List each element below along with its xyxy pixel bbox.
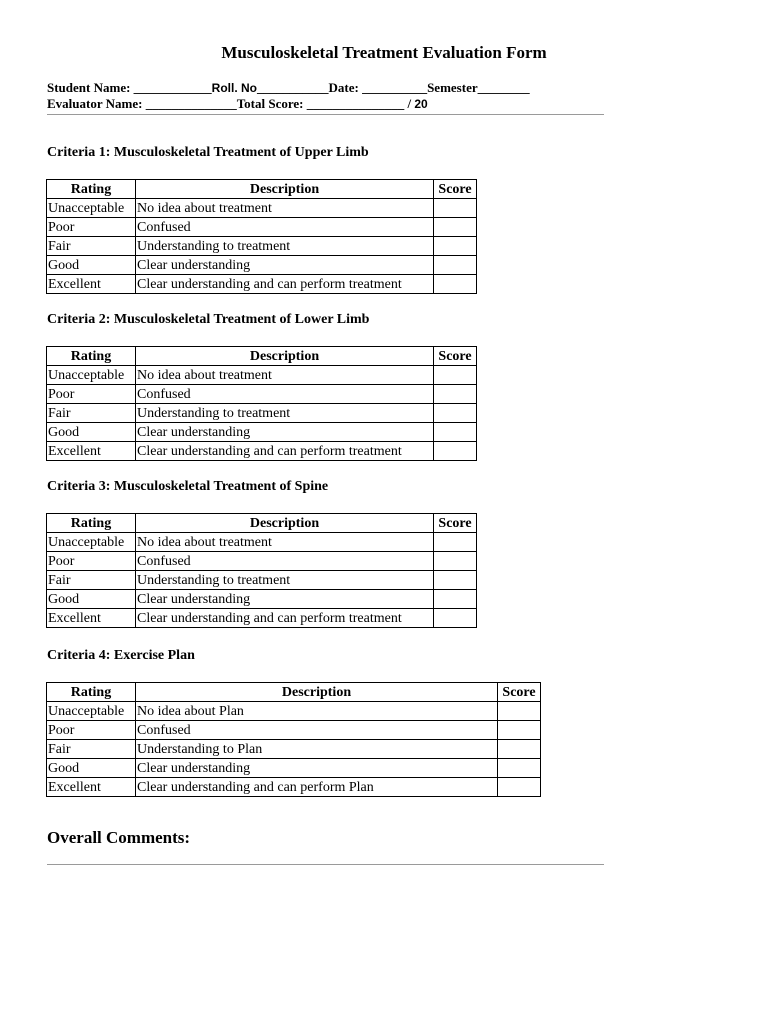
score-cell[interactable] xyxy=(434,552,477,571)
criteria-2-table xyxy=(46,346,477,461)
rating-cell: Poor xyxy=(47,721,136,740)
description-cell: Understanding to treatment xyxy=(136,571,434,590)
criteria-3-table xyxy=(46,513,477,628)
date-label: ___________Date: __________ xyxy=(257,80,428,95)
rating-cell: Unacceptable xyxy=(47,533,136,552)
table-row xyxy=(47,759,541,778)
table-row xyxy=(47,533,477,552)
rating-cell: Excellent xyxy=(47,442,136,461)
table-header-row xyxy=(47,514,477,533)
score-cell[interactable] xyxy=(434,423,477,442)
score-cell[interactable] xyxy=(434,609,477,628)
description-cell: No idea about treatment xyxy=(136,366,434,385)
description-cell: Understanding to treatment xyxy=(136,404,434,423)
description-cell: Confused xyxy=(136,721,498,740)
score-cell[interactable] xyxy=(434,256,477,275)
evaluator-name-label: Evaluator Name: ______________ xyxy=(47,96,237,111)
description-cell: Clear understanding and can perform treatment xyxy=(136,275,434,294)
criteria-1-heading: Criteria 1: Musculoskeletal Treatment of Upper Limb xyxy=(47,145,369,160)
criteria-4-heading: Criteria 4: Exercise Plan xyxy=(47,648,195,663)
rating-cell: Excellent xyxy=(47,275,136,294)
table-row xyxy=(47,702,541,721)
table-header-row xyxy=(47,347,477,366)
student-name-label: Student Name: ____________ xyxy=(47,80,212,95)
score-cell[interactable] xyxy=(434,237,477,256)
description-cell: Clear understanding xyxy=(136,256,434,275)
form-title: Musculoskeletal Treatment Evaluation Form xyxy=(221,43,547,62)
score-cell[interactable] xyxy=(498,702,541,721)
description-cell: Clear understanding xyxy=(136,759,498,778)
table-row xyxy=(47,571,477,590)
rating-cell: Good xyxy=(47,423,136,442)
criteria-2-heading: Criteria 2: Musculoskeletal Treatment of Lower Limb xyxy=(47,312,370,327)
table-row xyxy=(47,740,541,759)
roll-no-label: Roll. No xyxy=(211,81,257,95)
score-cell[interactable] xyxy=(498,721,541,740)
score-cell[interactable] xyxy=(434,533,477,552)
table-row xyxy=(47,423,477,442)
rating-cell: Good xyxy=(47,759,136,778)
column-header-description: Description xyxy=(136,514,434,533)
criteria-3-heading: Criteria 3: Musculoskeletal Treatment of Spine xyxy=(47,479,329,494)
table-row xyxy=(47,256,477,275)
description-cell: No idea about Plan xyxy=(136,702,498,721)
rating-cell: Poor xyxy=(47,218,136,237)
evaluator-info-line xyxy=(47,96,428,112)
column-header-score: Score xyxy=(498,683,541,702)
column-header-score: Score xyxy=(434,180,477,199)
description-cell: Confused xyxy=(136,385,434,404)
student-info-line xyxy=(47,80,530,96)
description-cell: Clear understanding and can perform treatment xyxy=(136,442,434,461)
description-cell: No idea about treatment xyxy=(136,533,434,552)
score-cell[interactable] xyxy=(434,275,477,294)
score-cell[interactable] xyxy=(434,218,477,237)
description-cell: No idea about treatment xyxy=(136,199,434,218)
score-cell[interactable] xyxy=(434,385,477,404)
description-cell: Clear understanding xyxy=(136,590,434,609)
description-cell: Understanding to Plan xyxy=(136,740,498,759)
rating-cell: Fair xyxy=(47,571,136,590)
criteria-4-table xyxy=(46,682,541,797)
table-row xyxy=(47,385,477,404)
total-score-max: 20 xyxy=(414,97,428,111)
description-cell: Clear understanding xyxy=(136,423,434,442)
rating-cell: Excellent xyxy=(47,609,136,628)
table-row xyxy=(47,778,541,797)
table-row xyxy=(47,721,541,740)
table-row xyxy=(47,442,477,461)
rating-cell: Fair xyxy=(47,237,136,256)
description-cell: Understanding to treatment xyxy=(136,237,434,256)
rating-cell: Unacceptable xyxy=(47,199,136,218)
header-divider xyxy=(47,114,604,115)
table-row xyxy=(47,404,477,423)
table-row xyxy=(47,366,477,385)
score-cell[interactable] xyxy=(434,590,477,609)
description-cell: Confused xyxy=(136,218,434,237)
description-cell: Confused xyxy=(136,552,434,571)
rating-cell: Unacceptable xyxy=(47,366,136,385)
table-row xyxy=(47,199,477,218)
score-cell[interactable] xyxy=(434,442,477,461)
table-row xyxy=(47,552,477,571)
column-header-score: Score xyxy=(434,514,477,533)
rating-cell: Excellent xyxy=(47,778,136,797)
column-header-score: Score xyxy=(434,347,477,366)
score-cell[interactable] xyxy=(498,778,541,797)
column-header-rating: Rating xyxy=(47,683,136,702)
criteria-1-table xyxy=(46,179,477,294)
column-header-rating: Rating xyxy=(47,347,136,366)
table-row xyxy=(47,590,477,609)
column-header-rating: Rating xyxy=(47,514,136,533)
table-row xyxy=(47,237,477,256)
column-header-rating: Rating xyxy=(47,180,136,199)
rating-cell: Unacceptable xyxy=(47,702,136,721)
score-cell[interactable] xyxy=(434,404,477,423)
table-row xyxy=(47,218,477,237)
rating-cell: Good xyxy=(47,256,136,275)
table-header-row xyxy=(47,180,477,199)
overall-comments-label: Overall Comments: xyxy=(47,828,191,847)
column-header-description: Description xyxy=(136,347,434,366)
rating-cell: Fair xyxy=(47,404,136,423)
description-cell: Clear understanding and can perform Plan xyxy=(136,778,498,797)
total-score-label: Total Score: _______________ / xyxy=(236,96,415,111)
score-cell[interactable] xyxy=(498,740,541,759)
rating-cell: Good xyxy=(47,590,136,609)
table-row xyxy=(47,275,477,294)
semester-label: Semester________ xyxy=(427,80,530,95)
score-cell[interactable] xyxy=(434,571,477,590)
table-header-row xyxy=(47,683,541,702)
rating-cell: Poor xyxy=(47,385,136,404)
score-cell[interactable] xyxy=(498,759,541,778)
score-cell[interactable] xyxy=(434,366,477,385)
table-row xyxy=(47,609,477,628)
column-header-description: Description xyxy=(136,683,498,702)
score-cell[interactable] xyxy=(434,199,477,218)
rating-cell: Fair xyxy=(47,740,136,759)
rating-cell: Poor xyxy=(47,552,136,571)
comments-line[interactable] xyxy=(47,864,604,865)
description-cell: Clear understanding and can perform treatment xyxy=(136,609,434,628)
column-header-description: Description xyxy=(136,180,434,199)
